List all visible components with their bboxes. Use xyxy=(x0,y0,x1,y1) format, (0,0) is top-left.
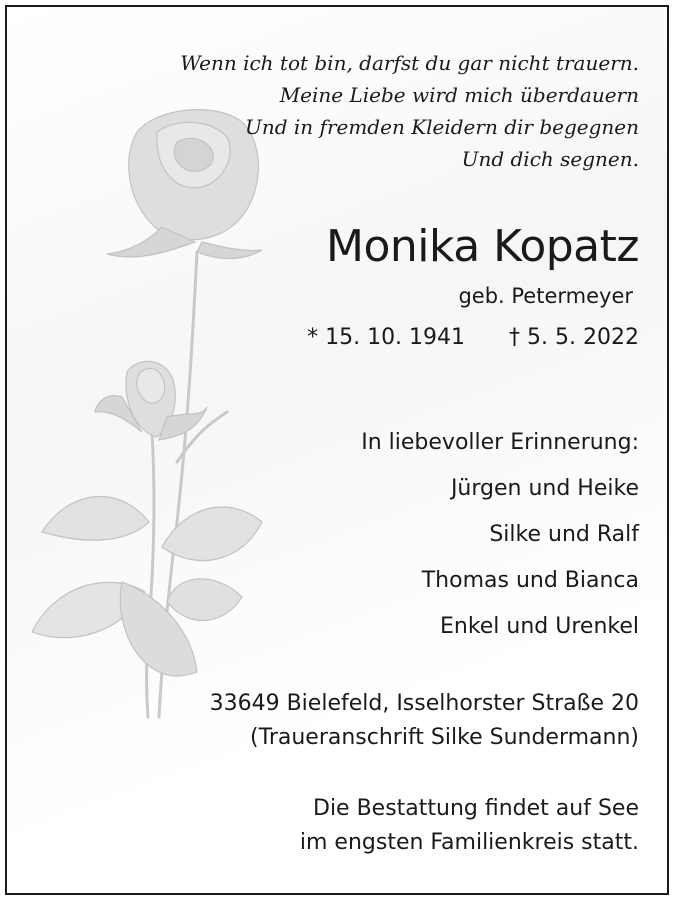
birth-date: * 15. 10. 1941 xyxy=(307,325,466,350)
poem-line: Und in fremden Kleidern dir begegnen xyxy=(245,115,639,139)
poem-line: Und dich segnen. xyxy=(461,147,639,171)
deceased-name: Monika Kopatz xyxy=(326,221,639,272)
funeral-notice xyxy=(300,792,639,860)
mourner-name: Thomas und Bianca xyxy=(421,568,639,593)
death-date: † 5. 5. 2022 xyxy=(509,325,639,350)
funeral-line: Die Bestattung findet auf See xyxy=(313,796,639,821)
mourners xyxy=(361,420,639,650)
poem xyxy=(180,47,639,175)
poem-line: Wenn ich tot bin, darfst du gar nicht trauern. xyxy=(180,51,639,75)
birth-name: geb. Petermeyer xyxy=(458,284,633,308)
mourner-name: Silke und Ralf xyxy=(489,522,639,547)
rose-illustration xyxy=(27,102,297,722)
obituary-card xyxy=(5,5,669,895)
mourners-intro: In liebevoller Erinnerung: xyxy=(361,430,639,455)
address-line: 33649 Bielefeld, Isselhorster Straße 20 xyxy=(209,691,639,716)
mourning-address xyxy=(210,687,639,755)
life-dates xyxy=(307,325,639,350)
funeral-line: im engsten Familienkreis statt. xyxy=(299,830,639,855)
address-note: (Traueranschrift Silke Sundermann) xyxy=(250,725,639,750)
mourner-name: Jürgen und Heike xyxy=(450,476,639,501)
mourner-name: Enkel und Urenkel xyxy=(439,614,639,639)
poem-line: Meine Liebe wird mich überdauern xyxy=(279,83,639,107)
